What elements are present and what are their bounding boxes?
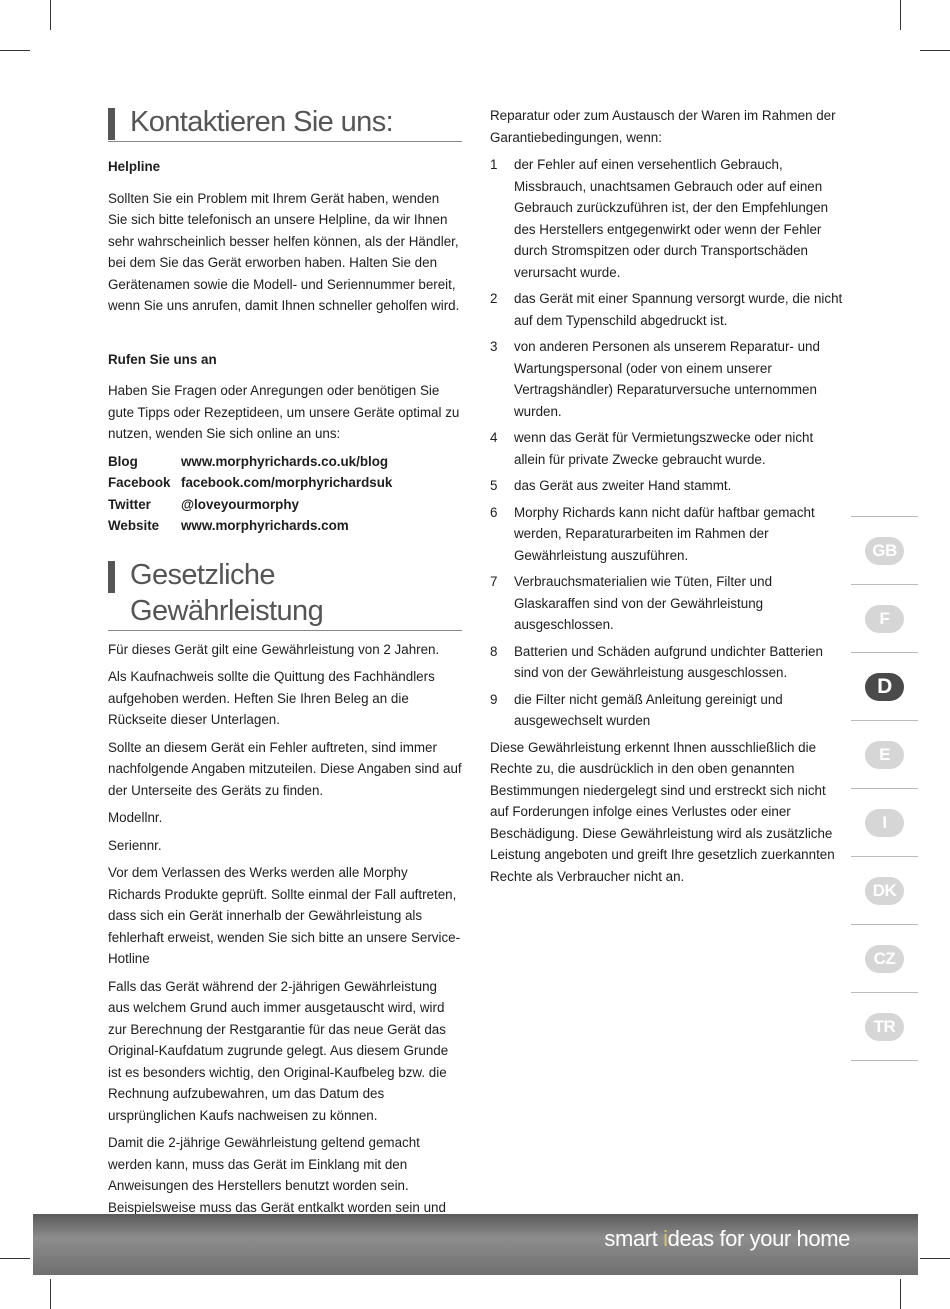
left-column [108, 100, 462, 1273]
footer-banner [33, 1214, 918, 1275]
language-tab-e[interactable] [851, 720, 918, 788]
list-item [490, 336, 844, 422]
list-text: von anderen Personen als unserem Reparatur- und Wartungspersonal (oder von einem unserer Vertragshändler) Reparaturversuche unternommen wurden. [514, 339, 820, 419]
list-text: Morphy Richards kann nicht dafür haftbar gemacht werden, Reparaturarbeiten im Rahmen der Gewährleistung auszuführen. [514, 504, 815, 563]
list-text: das Gerät aus zweiter Hand stammt. [514, 478, 732, 493]
language-badge: F [865, 605, 904, 633]
link-label: Facebook [108, 475, 171, 490]
crop-mark [900, 0, 901, 30]
list-item [490, 571, 844, 636]
language-badge: TR [865, 1013, 904, 1041]
crop-mark [50, 0, 51, 30]
right-column [490, 105, 844, 893]
language-tab-i[interactable] [851, 788, 918, 856]
tagline-start: smart [604, 1226, 664, 1251]
list-number: 2 [490, 291, 498, 306]
warranty-paragraph: Falls das Gerät während der 2-jährigen Gewährleistung aus welchem Grund auch immer ausgetauscht wird, wird zur Berechnung der Restgarantie für das neue Gerät das Original-Kaufdatum zugrunde gelegt. Aus diesem Grunde ist es besonders wichtig, den Original-Kaufbeleg bzw. die Rechnung aufzubewahren, um das Datum des ursprünglichen Kaufs nachweisen zu können. [108, 978, 449, 1123]
list-number: 6 [490, 504, 498, 520]
crop-mark [920, 50, 950, 51]
warranty-paragraph: Damit die 2-jährige Gewährleistung geltend gemacht werden kann, muss das Gerät im Einklang mit den Anweisungen des Herstellers benutzt worden sein. Beispielsweise muss das Gerät entkalkt worden sein und [108, 1135, 446, 1215]
call-title: Rufen Sie uns an [108, 351, 217, 367]
language-tab-tr[interactable] [851, 992, 918, 1061]
list-text: das Gerät mit einer Spannung versorgt wurde, die nicht auf dem Typenschild abgedruckt ist. [514, 291, 843, 328]
contact-heading [108, 100, 462, 142]
language-badge: GB [865, 537, 904, 565]
warranty-paragraph: Sollte an diesem Gerät ein Fehler auftreten, sind immer nachfolgende Angaben mitzuteilen. Diese Angaben sind auf der Unterseite des Geräts zu finden. [108, 739, 462, 798]
link-label: Twitter [108, 496, 151, 512]
warranty-continuation: Reparatur oder zum Austausch der Waren im Rahmen der Garantiebedingungen, wenn: [490, 108, 836, 145]
list-text: der Fehler auf einen versehentlich Gebrauch, Missbrauch, unachtsamen Gebrauch oder auf einen Gebrauch zurückzuführen ist, der den Empfehlungen des Herstellers entgegenwirkt oder wenn der Fehler durch Stromspitzen oder durch Transportschäden verursacht wurde. [514, 157, 829, 280]
list-text: die Filter nicht gemäß Anleitung gereinigt und ausgewechselt wurden [514, 691, 783, 728]
helpline-title: Helpline [108, 159, 161, 174]
link-row-facebook [108, 472, 462, 494]
brand-tagline [604, 1226, 850, 1252]
list-number: 3 [490, 339, 498, 354]
list-text: wenn das Gerät für Vermietungszwecke oder nicht allein für private Zwecke gebraucht wurde. [514, 430, 814, 467]
warranty-paragraph: Vor dem Verlassen des Werks werden alle Morphy Richards Produkte geprüft. Sollte einmal der Fall auftreten, dass sich ein Gerät innerhalb der Gewährleistung als fehlerhaft erweist, wenden Sie sich bitte an unsere Service-Hotline [108, 865, 461, 966]
warranty-heading [108, 553, 462, 631]
list-number: 5 [490, 478, 498, 493]
facebook-link[interactable]: facebook.com/morphyrichardsuk [181, 475, 393, 490]
call-text: Haben Sie Fragen oder Anregungen oder benötigen Sie gute Tipps oder Rezeptideen, um unsere Geräte optimal zu nutzen, wenden Sie sich online an uns: [108, 383, 460, 441]
website-link[interactable]: www.morphyrichards.com [181, 518, 349, 533]
list-item [490, 288, 844, 331]
language-tab-gb[interactable] [851, 516, 918, 584]
tagline-end: deas for your home [667, 1226, 850, 1251]
language-tab-dk[interactable] [851, 856, 918, 924]
language-badge: E [865, 741, 904, 769]
language-tabs [851, 516, 918, 1061]
list-item [490, 475, 844, 497]
list-item [490, 427, 844, 470]
list-item [490, 502, 844, 567]
blog-link[interactable]: www.morphyrichards.co.uk/blog [181, 453, 389, 469]
list-number: 9 [490, 691, 498, 707]
list-text: Verbrauchsmaterialien wie Tüten, Filter und Glaskaraffen sind von der Gewährleistung ausgeschlossen. [514, 574, 773, 632]
model-number-label: Modellnr. [108, 810, 163, 825]
twitter-link[interactable]: @loveyourmorphy [181, 496, 299, 512]
language-badge: DK [865, 877, 904, 905]
language-badge-active: D [865, 673, 904, 701]
tagline-i: i [663, 1226, 668, 1251]
list-number: 8 [490, 643, 498, 659]
contact-heading-text: Kontaktieren Sie uns: [130, 106, 394, 138]
heading-bar [108, 108, 115, 140]
crop-mark [920, 1258, 950, 1259]
crop-mark [50, 1279, 51, 1309]
list-number: 4 [490, 430, 498, 445]
language-badge: I [865, 809, 904, 837]
warranty-paragraph: Für dieses Gerät gilt eine Gewährleistung von 2 Jahren. [108, 641, 440, 657]
link-row-website [108, 515, 462, 537]
helpline-text: Sollten Sie ein Problem mit Ihrem Gerät haben, wenden Sie sich bitte telefonisch an unsere Helpline, da wir Ihnen sehr wahrscheinlich besser helfen können, als der Händler, bei dem Sie das Gerät erworben haben. Halten Sie den Gerätenamen sowie die Modell- und Seriennummer bereit, wenn Sie uns anrufen, damit Ihnen schneller geholfen wird. [108, 190, 460, 313]
warranty-paragraph: Als Kaufnachweis sollte die Quittung des Fachhändlers aufgehoben werden. Heften Sie Ihren Beleg an die Rückseite dieser Unterlagen. [108, 669, 435, 727]
list-text: Batterien und Schäden aufgrund undichter Batterien sind von der Gewährleistung ausgeschlossen. [514, 643, 823, 680]
serial-number-label: Seriennr. [108, 837, 162, 853]
language-tab-cz[interactable] [851, 924, 918, 992]
link-label: Website [108, 518, 160, 533]
link-label: Blog [108, 453, 138, 469]
list-item [490, 641, 844, 684]
link-row-twitter [108, 494, 462, 516]
warranty-closing: Diese Gewährleistung erkennt Ihnen ausschließlich die Rechte zu, die ausdrücklich in den oben genannten Bestimmungen niedergelegt sind und erstreckt sich nicht auf Forderungen infolge eines Verlustes oder einer Beschädigung. Diese Gewährleistung wird als zusätzliche Leistung angeboten und greift Ihre gesetzlich zuerkannten Rechte als Verbraucher nicht an. [490, 739, 835, 884]
contact-links [108, 451, 462, 537]
crop-mark [900, 1279, 901, 1309]
crop-mark [0, 50, 30, 51]
list-number: 1 [490, 157, 498, 172]
exclusion-list [490, 154, 844, 732]
language-tab-d[interactable] [851, 652, 918, 720]
heading-bar [108, 561, 115, 593]
language-badge: CZ [865, 945, 904, 973]
list-number: 7 [490, 574, 498, 589]
language-tab-f[interactable] [851, 584, 918, 652]
crop-mark [0, 1258, 30, 1259]
link-row-blog [108, 451, 462, 473]
list-item [490, 154, 844, 283]
list-item [490, 689, 844, 732]
warranty-heading-text: Gesetzliche Gewährleistung [130, 558, 324, 627]
